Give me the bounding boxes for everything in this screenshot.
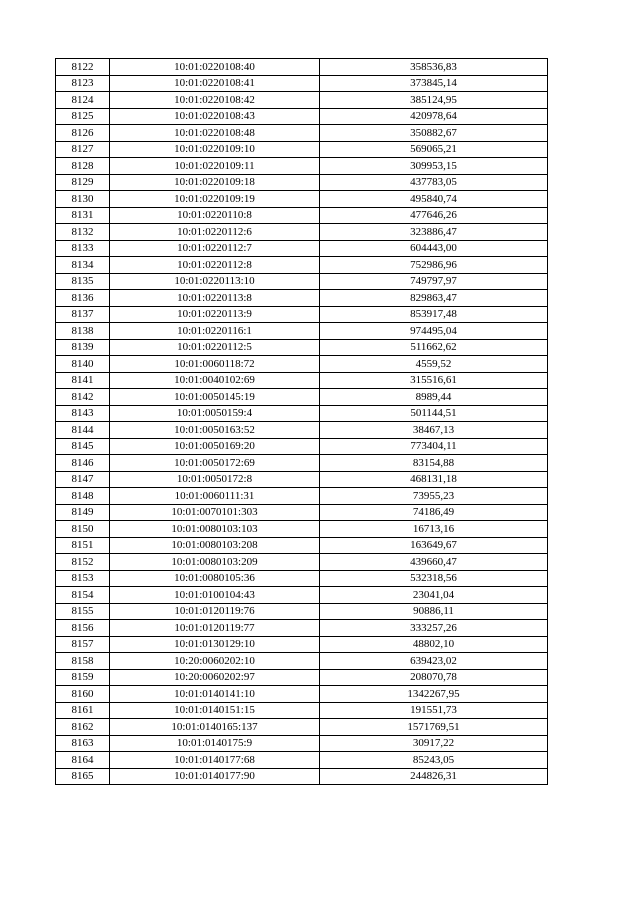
- cadastral-number-cell: 10:01:0080103:103: [110, 521, 320, 538]
- cadastral-number-cell: 10:01:0140141:10: [110, 686, 320, 703]
- cadastral-number-cell: 10:01:0220112:8: [110, 257, 320, 274]
- row-number-cell: 8140: [56, 356, 110, 373]
- table-row: [56, 504, 548, 521]
- value-cell: 477646,26: [320, 207, 548, 224]
- row-number-cell: 8131: [56, 207, 110, 224]
- table-body: [56, 59, 548, 785]
- value-cell: 315516,61: [320, 372, 548, 389]
- row-number-cell: 8124: [56, 92, 110, 109]
- value-cell: 974495,04: [320, 323, 548, 340]
- cadastral-number-cell: 10:01:0140177:90: [110, 768, 320, 785]
- row-number-cell: 8128: [56, 158, 110, 175]
- cadastral-number-cell: 10:01:0080103:209: [110, 554, 320, 571]
- table-row: [56, 471, 548, 488]
- table-row: [56, 273, 548, 290]
- table-row: [56, 554, 548, 571]
- table-row: [56, 587, 548, 604]
- row-number-cell: 8144: [56, 422, 110, 439]
- row-number-cell: 8148: [56, 488, 110, 505]
- value-cell: 350882,67: [320, 125, 548, 142]
- row-number-cell: 8125: [56, 108, 110, 125]
- cadastral-number-cell: 10:01:0060118:72: [110, 356, 320, 373]
- value-cell: 8989,44: [320, 389, 548, 406]
- cadastral-number-cell: 10:01:0050159:4: [110, 405, 320, 422]
- cadastral-number-cell: 10:01:0220108:43: [110, 108, 320, 125]
- cadastral-number-cell: 10:01:0050145:19: [110, 389, 320, 406]
- value-cell: 30917,22: [320, 735, 548, 752]
- value-cell: 38467,13: [320, 422, 548, 439]
- table-row: [56, 653, 548, 670]
- table-row: [56, 240, 548, 257]
- cadastral-number-cell: 10:01:0220113:8: [110, 290, 320, 307]
- cadastral-number-cell: 10:01:0080103:208: [110, 537, 320, 554]
- value-cell: 468131,18: [320, 471, 548, 488]
- cadastral-number-cell: 10:01:0060111:31: [110, 488, 320, 505]
- cadastral-number-cell: 10:01:0220110:8: [110, 207, 320, 224]
- value-cell: 385124,95: [320, 92, 548, 109]
- value-cell: 244826,31: [320, 768, 548, 785]
- row-number-cell: 8134: [56, 257, 110, 274]
- row-number-cell: 8161: [56, 702, 110, 719]
- value-cell: 333257,26: [320, 620, 548, 637]
- cadastral-number-cell: 10:01:0220108:40: [110, 59, 320, 76]
- table-row: [56, 735, 548, 752]
- cadastral-number-cell: 10:01:0220108:41: [110, 75, 320, 92]
- value-cell: 48802,10: [320, 636, 548, 653]
- cadastral-number-cell: 10:01:0120119:76: [110, 603, 320, 620]
- table-row: [56, 339, 548, 356]
- value-cell: 1342267,95: [320, 686, 548, 703]
- value-cell: 85243,05: [320, 752, 548, 769]
- row-number-cell: 8156: [56, 620, 110, 637]
- row-number-cell: 8153: [56, 570, 110, 587]
- table-row: [56, 702, 548, 719]
- value-cell: 73955,23: [320, 488, 548, 505]
- table-row: [56, 422, 548, 439]
- row-number-cell: 8152: [56, 554, 110, 571]
- value-cell: 358536,83: [320, 59, 548, 76]
- value-cell: 639423,02: [320, 653, 548, 670]
- table-row: [56, 537, 548, 554]
- row-number-cell: 8158: [56, 653, 110, 670]
- value-cell: 532318,56: [320, 570, 548, 587]
- value-cell: 511662,62: [320, 339, 548, 356]
- row-number-cell: 8142: [56, 389, 110, 406]
- row-number-cell: 8129: [56, 174, 110, 191]
- cadastral-number-cell: 10:01:0050163:52: [110, 422, 320, 439]
- value-cell: 829863,47: [320, 290, 548, 307]
- table-row: [56, 323, 548, 340]
- table-row: [56, 752, 548, 769]
- cadastral-number-cell: 10:01:0220113:9: [110, 306, 320, 323]
- row-number-cell: 8154: [56, 587, 110, 604]
- row-number-cell: 8164: [56, 752, 110, 769]
- row-number-cell: 8165: [56, 768, 110, 785]
- row-number-cell: 8146: [56, 455, 110, 472]
- row-number-cell: 8155: [56, 603, 110, 620]
- row-number-cell: 8135: [56, 273, 110, 290]
- table-row: [56, 521, 548, 538]
- table-row: [56, 488, 548, 505]
- row-number-cell: 8143: [56, 405, 110, 422]
- row-number-cell: 8157: [56, 636, 110, 653]
- table-row: [56, 108, 548, 125]
- value-cell: 191551,73: [320, 702, 548, 719]
- row-number-cell: 8162: [56, 719, 110, 736]
- value-cell: 495840,74: [320, 191, 548, 208]
- row-number-cell: 8122: [56, 59, 110, 76]
- table-row: [56, 570, 548, 587]
- row-number-cell: 8123: [56, 75, 110, 92]
- value-cell: 604443,00: [320, 240, 548, 257]
- row-number-cell: 8147: [56, 471, 110, 488]
- table-row: [56, 719, 548, 736]
- value-cell: 439660,47: [320, 554, 548, 571]
- cadastral-number-cell: 10:01:0220109:19: [110, 191, 320, 208]
- row-number-cell: 8132: [56, 224, 110, 241]
- cadastral-number-cell: 10:20:0060202:97: [110, 669, 320, 686]
- cadastral-value-table: [55, 58, 548, 785]
- table-row: [56, 372, 548, 389]
- row-number-cell: 8133: [56, 240, 110, 257]
- cadastral-number-cell: 10:01:0220112:7: [110, 240, 320, 257]
- value-cell: 420978,64: [320, 108, 548, 125]
- table-row: [56, 75, 548, 92]
- row-number-cell: 8160: [56, 686, 110, 703]
- table-row: [56, 59, 548, 76]
- cadastral-number-cell: 10:01:0040102:69: [110, 372, 320, 389]
- table-row: [56, 603, 548, 620]
- value-cell: 309953,15: [320, 158, 548, 175]
- cadastral-number-cell: 10:01:0050169:20: [110, 438, 320, 455]
- table-row: [56, 207, 548, 224]
- cadastral-number-cell: 10:01:0220116:1: [110, 323, 320, 340]
- value-cell: 752986,96: [320, 257, 548, 274]
- table-row: [56, 686, 548, 703]
- cadastral-number-cell: 10:01:0140151:15: [110, 702, 320, 719]
- value-cell: 74186,49: [320, 504, 548, 521]
- cadastral-number-cell: 10:01:0220109:10: [110, 141, 320, 158]
- table-row: [56, 438, 548, 455]
- value-cell: 208070,78: [320, 669, 548, 686]
- row-number-cell: 8137: [56, 306, 110, 323]
- table-row: [56, 125, 548, 142]
- row-number-cell: 8141: [56, 372, 110, 389]
- row-number-cell: 8130: [56, 191, 110, 208]
- table-row: [56, 290, 548, 307]
- value-cell: 1571769,51: [320, 719, 548, 736]
- table-row: [56, 455, 548, 472]
- cadastral-number-cell: 10:01:0140175:9: [110, 735, 320, 752]
- value-cell: 749797,97: [320, 273, 548, 290]
- row-number-cell: 8163: [56, 735, 110, 752]
- cadastral-number-cell: 10:20:0060202:10: [110, 653, 320, 670]
- value-cell: 4559,52: [320, 356, 548, 373]
- table-row: [56, 768, 548, 785]
- table-row: [56, 669, 548, 686]
- cadastral-number-cell: 10:01:0120119:77: [110, 620, 320, 637]
- row-number-cell: 8151: [56, 537, 110, 554]
- table-row: [56, 141, 548, 158]
- value-cell: 83154,88: [320, 455, 548, 472]
- value-cell: 16713,16: [320, 521, 548, 538]
- table-row: [56, 389, 548, 406]
- table-row: [56, 191, 548, 208]
- table-row: [56, 224, 548, 241]
- cadastral-number-cell: 10:01:0100104:43: [110, 587, 320, 604]
- table-row: [56, 92, 548, 109]
- table-row: [56, 306, 548, 323]
- cadastral-number-cell: 10:01:0220113:10: [110, 273, 320, 290]
- row-number-cell: 8150: [56, 521, 110, 538]
- cadastral-number-cell: 10:01:0070101:303: [110, 504, 320, 521]
- value-cell: 501144,51: [320, 405, 548, 422]
- cadastral-number-cell: 10:01:0140177:68: [110, 752, 320, 769]
- value-cell: 773404,11: [320, 438, 548, 455]
- cadastral-number-cell: 10:01:0130129:10: [110, 636, 320, 653]
- row-number-cell: 8136: [56, 290, 110, 307]
- table-row: [56, 174, 548, 191]
- cadastral-number-cell: 10:01:0140165:137: [110, 719, 320, 736]
- value-cell: 373845,14: [320, 75, 548, 92]
- table-row: [56, 158, 548, 175]
- value-cell: 163649,67: [320, 537, 548, 554]
- row-number-cell: 8139: [56, 339, 110, 356]
- cadastral-number-cell: 10:01:0080105:36: [110, 570, 320, 587]
- cadastral-number-cell: 10:01:0220109:11: [110, 158, 320, 175]
- row-number-cell: 8126: [56, 125, 110, 142]
- value-cell: 569065,21: [320, 141, 548, 158]
- row-number-cell: 8145: [56, 438, 110, 455]
- table-row: [56, 636, 548, 653]
- cadastral-number-cell: 10:01:0220112:6: [110, 224, 320, 241]
- table-row: [56, 405, 548, 422]
- row-number-cell: 8138: [56, 323, 110, 340]
- table-row: [56, 257, 548, 274]
- value-cell: 323886,47: [320, 224, 548, 241]
- value-cell: 90886,11: [320, 603, 548, 620]
- table-row: [56, 620, 548, 637]
- cadastral-number-cell: 10:01:0220108:48: [110, 125, 320, 142]
- cadastral-number-cell: 10:01:0050172:8: [110, 471, 320, 488]
- row-number-cell: 8127: [56, 141, 110, 158]
- cadastral-number-cell: 10:01:0050172:69: [110, 455, 320, 472]
- value-cell: 437783,05: [320, 174, 548, 191]
- cadastral-number-cell: 10:01:0220112:5: [110, 339, 320, 356]
- row-number-cell: 8159: [56, 669, 110, 686]
- value-cell: 853917,48: [320, 306, 548, 323]
- cadastral-number-cell: 10:01:0220109:18: [110, 174, 320, 191]
- table-row: [56, 356, 548, 373]
- value-cell: 23041,04: [320, 587, 548, 604]
- row-number-cell: 8149: [56, 504, 110, 521]
- cadastral-number-cell: 10:01:0220108:42: [110, 92, 320, 109]
